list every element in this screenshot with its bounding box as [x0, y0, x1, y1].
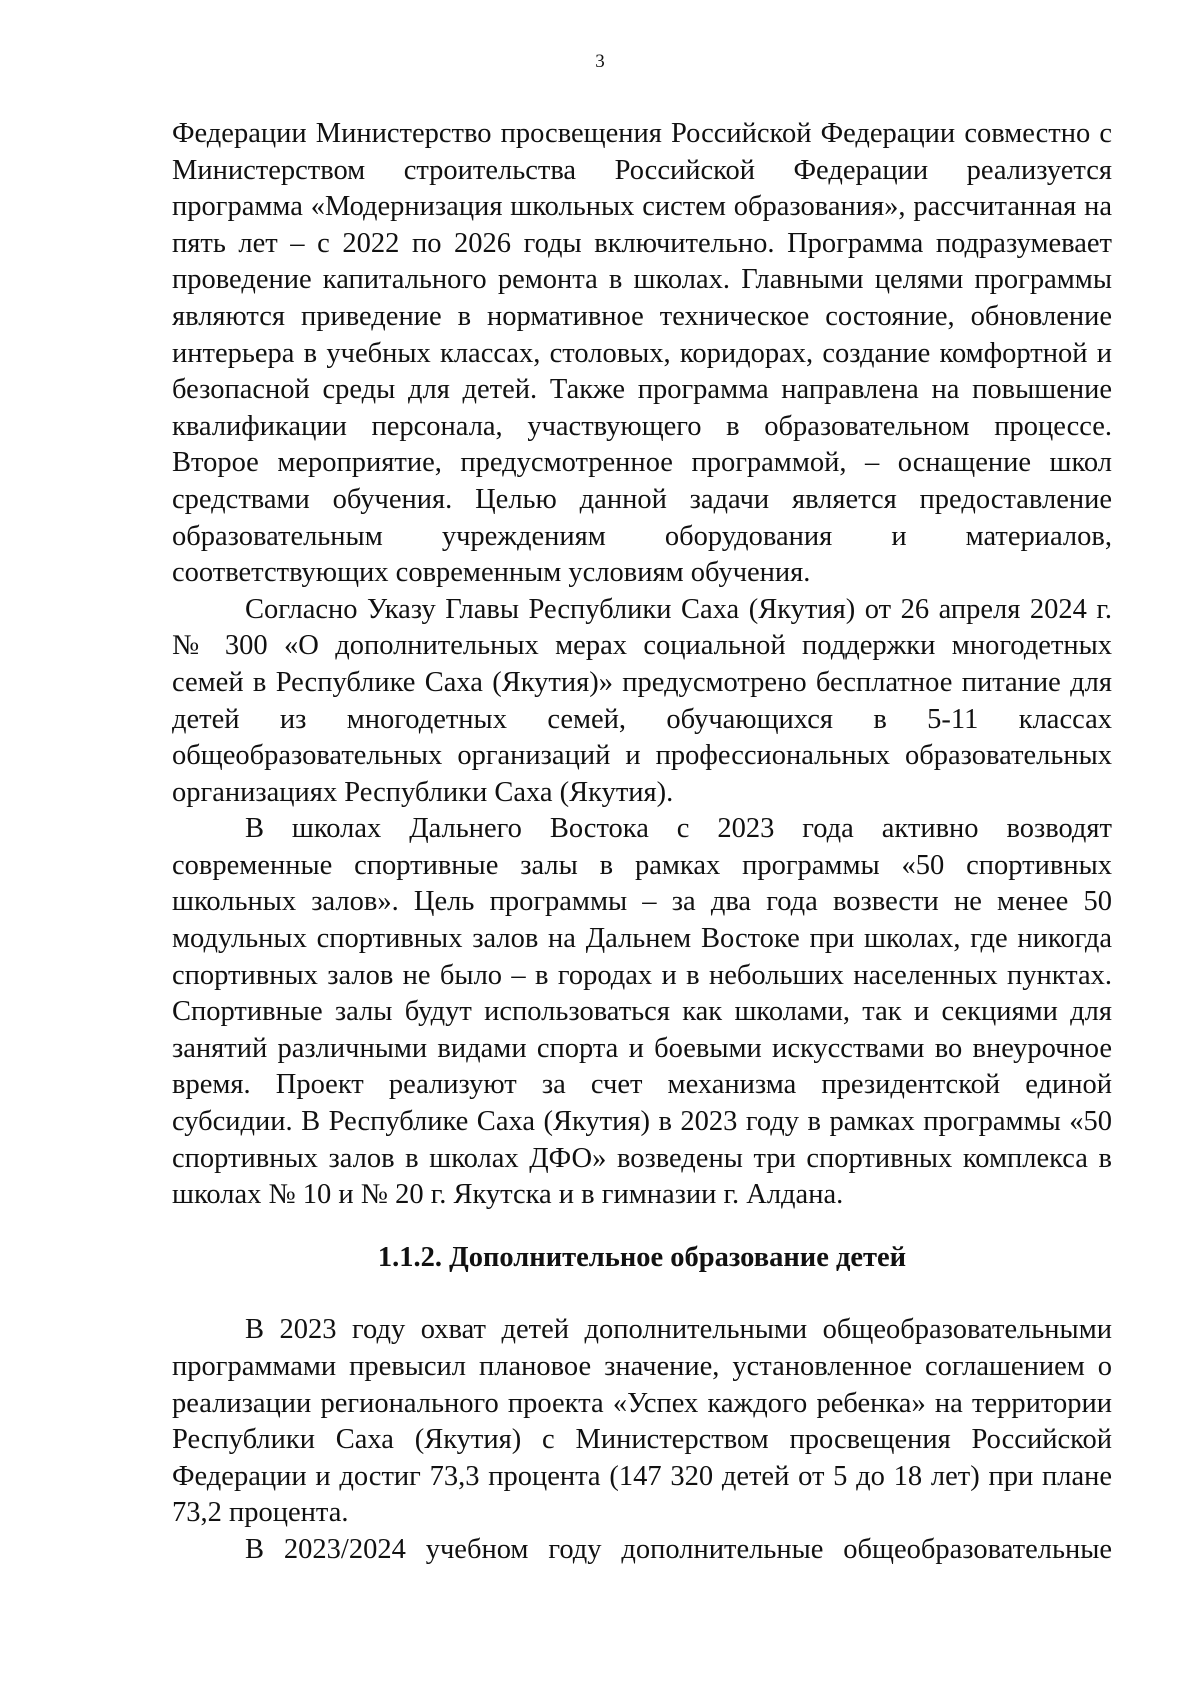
section-heading: 1.1.2. Дополнительное образование детей — [377, 1241, 907, 1273]
paragraph-additional-education-coverage: В 2023 году охват детей дополнительными общеобразовательными программами превысил плановое значение, установленное соглашением о реализации регионального проекта «Успех каждого ребенка» на территории Республики Саха (Якутия) с Министерством просвещения Российской Федерации и достиг 73,3 процента (147 320 детей от 5 до 18 лет) при плане 73,2 процента. — [172, 1314, 1112, 1529]
paragraph-free-meals-decree: Согласно Указу Главы Республики Саха (Якутия) от 26 апреля 2024 г. № 300 «О дополнительных мерах социальной поддержки многодетных семей в Республике Саха (Якутия)» предусмотрено бесплатное питание для детей из многодетных семей, обучающихся в 5-11 классах общеобразовательных организаций и профессиональных образовательных организациях Республики Саха (Якутия). — [172, 593, 1112, 808]
document-body — [172, 116, 1112, 1569]
page-number: 3 — [595, 51, 605, 72]
paragraph-academic-year-start: В 2023/2024 учебном году дополнительные общеобразовательные — [245, 1533, 1112, 1565]
paragraph-school-modernization-continued: Федерации Министерство просвещения Российской Федерации совместно с Министерством строительства Российской Федерации реализуется программа «Модернизация школьных систем образования», рассчитанная на пять лет – с 2022 по 2026 годы включительно. Программа подразумевает проведение капитального ремонта в школах. Главными целями программы являются приведение в нормативное техническое состояние, обновление интерьера в учебных классах, столовых, коридорах, создание комфортной и безопасной среды для детей. Также программа направлена на повышение квалификации персонала, участвующего в образовательном процессе. Второе мероприятие, предусмотренное программой, – оснащение школ средствами обучения. Целью данной задачи является предоставление образовательным учреждениям оборудования и материалов, соответствующих современным условиям обучения. — [172, 118, 1112, 589]
paragraph-sports-halls-program: В школах Дальнего Востока с 2023 года активно возводят современные спортивные залы в рамках программы «50 спортивных школьных залов». Цель программы – за два года возвести не менее 50 модульных спортивных залов на Дальнем Востоке при школах, где никогда спортивных залов не было – в городах и в небольших населенных пунктах. Спортивные залы будут использоваться как школами, так и секциями для занятий различными видами спорта и боевыми искусствами во внеурочное время. Проект реализуют за счет механизма президентской единой субсидии. В Республике Саха (Якутия) в 2023 году в рамках программы «50 спортивных залов в школах ДФО» возведены три спортивных комплекса в школах № 10 и № 20 г. Якутска и в гимназии г. Алдана. — [172, 813, 1112, 1211]
